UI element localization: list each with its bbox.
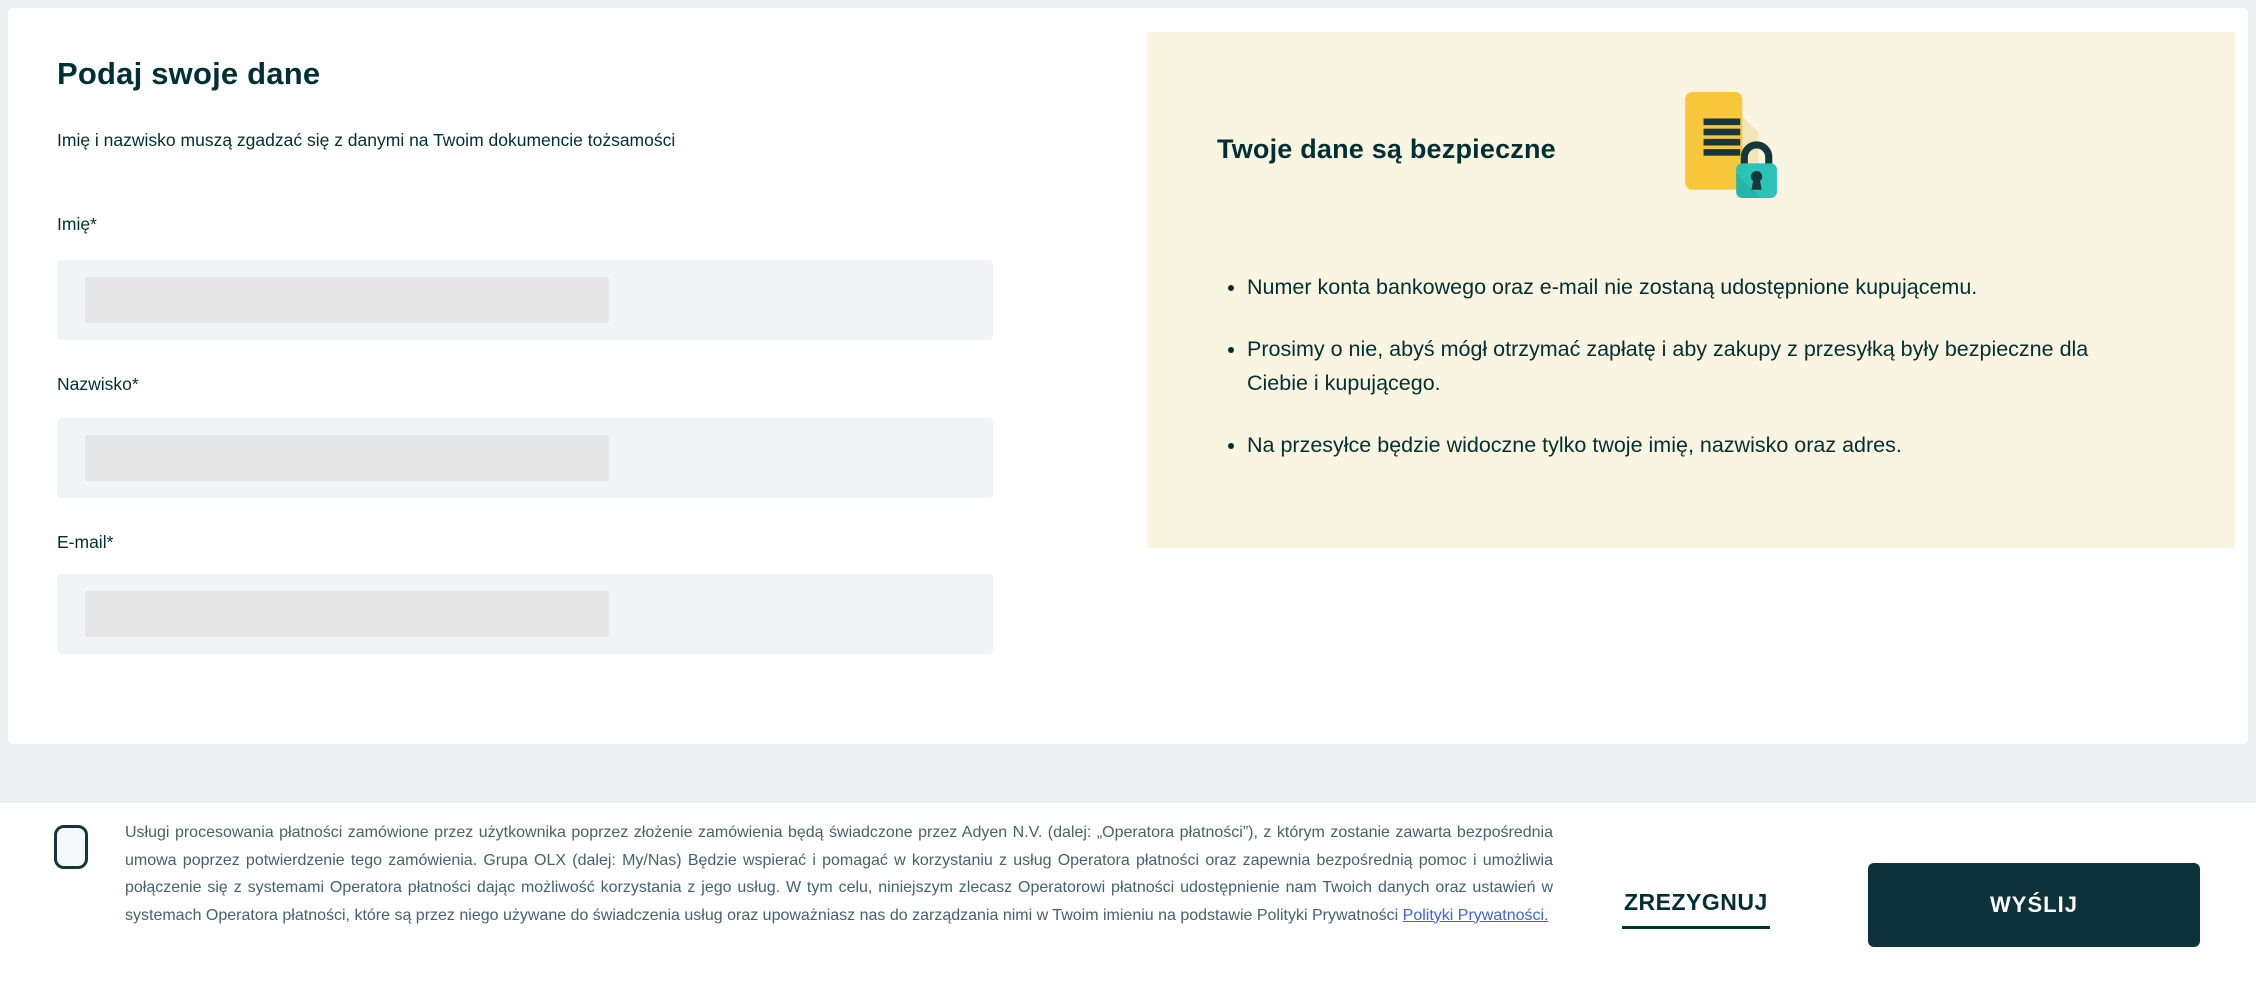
info-title: Twoje dane są bezpieczne <box>1217 134 1556 164</box>
submit-button[interactable]: WYŚLIJ <box>1868 863 2200 947</box>
safety-bullet: • Na przesyłce będzie widoczne tylko twoje imię, nazwisko oraz adres. <box>1247 428 2117 462</box>
consent-text-body: Usługi procesowania płatności zamówione przez użytkownika poprzez złożenie zamówienia będą świadczone przez Adyen N.V. (dalej: „Operatora płatności”), z którym zostanie zawarta bezpośrednia umowa poprzez potwierdzenie tego zamówienia. Grupa OLX (dalej: My/Nas) Będzie wspierać i pomagać w korzystaniu z usług Operatora płatności oraz zapewnia bezpośrednią pomoc i umożliwia połączenie się z systemami Operatora płatności dając możliwość korzystania z jego usług. W tym celu, niniejszym zlecasz Operatorowi płatności udostępnienie nam Twoich danych oraz ustawień w systemach Operatora płatności, które są przez niego używane do świadczenia usług oraz upoważniasz nas do zarządzania nimi w Twoim imieniu na podstawie Polityki Prywatności <box>125 824 1553 924</box>
privacy-policy-link[interactable]: Polityki Prywatności. <box>1402 906 1549 924</box>
consent-footer <box>0 803 2256 992</box>
cancel-button[interactable]: ZREZYGNUJ <box>1622 889 1770 929</box>
loading-skeleton <box>85 591 609 637</box>
loading-skeleton <box>85 435 609 481</box>
email-label: E-mail* <box>57 532 114 552</box>
safety-bullet: • Numer konta bankowego oraz e-mail nie zostaną udostępnione kupującemu. <box>1247 270 2117 304</box>
form-card <box>8 8 2248 744</box>
last-name-input[interactable] <box>57 418 993 498</box>
page-title: Podaj swoje dane <box>57 56 321 91</box>
consent-text <box>125 819 1553 929</box>
loading-skeleton <box>85 277 609 323</box>
safety-bullet: • Prosimy o nie, abyś mógł otrzymać zapłatę i aby zakupy z przesyłką były bezpieczne dla Ciebie i kupującego. <box>1247 332 2117 400</box>
form-subtitle: Imię i nazwisko muszą zgadzać się z danymi na Twoim dokumencie tożsamości <box>57 130 676 150</box>
safety-info-box <box>1147 32 2235 548</box>
document-lock-icon <box>1677 92 1779 200</box>
email-input[interactable] <box>57 574 993 654</box>
consent-checkbox[interactable] <box>54 825 88 869</box>
first-name-input[interactable] <box>57 260 993 340</box>
last-name-label: Nazwisko* <box>57 374 139 394</box>
first-name-label: Imię* <box>57 214 97 234</box>
safety-bullet-list <box>1217 270 2117 490</box>
